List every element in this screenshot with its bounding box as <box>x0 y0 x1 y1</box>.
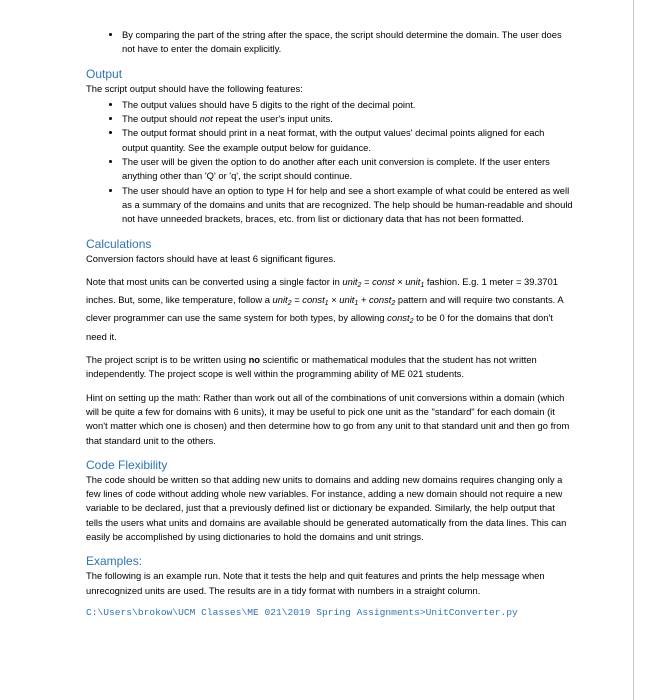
output-bullet-units <box>122 112 573 126</box>
examples-p1: The following is an example run. Note that it tests the help and quit features and prints the help message when unrecognized units are used. The results are in a tidy format with numbers in a straight column. <box>86 570 545 596</box>
calculations-p2 <box>86 275 573 344</box>
calculations-heading: Calculations <box>86 236 152 251</box>
subscript: 1 <box>324 300 329 308</box>
bullet-text: The output should <box>122 113 200 125</box>
subscript: 2 <box>357 281 362 289</box>
subscript: 1 <box>354 300 359 308</box>
output-bullet-continue: • The user will be given the option to do another after each unit conversion is complete. If the user enters anything other than 'Q' or 'q', the script should continue. <box>122 155 573 184</box>
text: scientific or mathematical modules that the student has not written independently. The project scope is well within the programming ability of ME 021 students. <box>86 354 537 380</box>
text: The project script is to be written using <box>86 354 249 366</box>
subscript: 2 <box>391 300 396 308</box>
formula-1 <box>342 276 424 287</box>
flexibility-p1: The code should be written so that adding new units to domains and adding new domains requires changing only a few lines of code without adding whole new variables. For instance, adding a new domain should not require a new variable to be declared, just that a previously defined list or dictionary be expanded. Similarly, the help output that tells the users what units and domains are available should be generated automatically from the data lines. This can easily be accomplished by using dictionaries to hold the domains and unit strings. <box>86 473 567 543</box>
text: pattern and will require two constants. A clever programmer can use the same system for both types, by allowing <box>86 294 564 324</box>
examples-heading: Examples: <box>86 554 143 569</box>
text: to be 0 for the domains that don't need it. <box>86 312 553 342</box>
formula-text: + const <box>358 294 392 306</box>
emphasis-not: not <box>199 113 213 125</box>
formula-text: unit <box>272 294 288 306</box>
text: fashion. E.g. 1 meter = 39.3701 inches. But, some, like temperature, follow a <box>86 275 558 306</box>
formula-2 <box>272 294 396 308</box>
formula-text: × unit <box>328 294 355 306</box>
formula-text: const <box>387 312 410 324</box>
calculations-p1: Conversion factors should have at least 6 significant figures. <box>86 252 336 264</box>
output-bullet-format: • The output format should print in a neat format, with the output values' decimal points aligned for each output quantity. See the example output below for guidance. <box>122 126 573 155</box>
subscript: 2 <box>409 318 414 326</box>
flexibility-heading: Code Flexibility <box>86 457 168 472</box>
formula-text: = const × unit <box>361 275 421 287</box>
text: Note that most units can be converted using a single factor in <box>86 275 343 287</box>
intro-bullet-domain: • By comparing the part of the string after the space, the script should determine the domain. The user does not have to enter the domain explicitly. <box>122 28 573 57</box>
formula-text: unit <box>342 275 358 287</box>
subscript: 2 <box>287 300 292 308</box>
intro-bullet-list <box>86 28 573 57</box>
output-bullet-digits: • The output values should have 5 digits to the right of the decimal point. <box>122 98 573 112</box>
bold-no: no <box>248 354 261 366</box>
calculations-p4: Hint on setting up the math: Rather than work out all of the combinations of unit conversions within a domain (which will be quite a few for domains with 6 units), it may be useful to pick one unit as the "standard" for each domain (it won't matter which one is chosen) and then determine how to go from any unit to that standard unit and then go from that standard unit to the others. <box>86 391 570 446</box>
output-heading: Output <box>86 66 123 81</box>
calculations-p3 <box>86 353 573 382</box>
output-intro: The script output should have the following features: <box>86 82 303 94</box>
example-command-line: C:\Users\brokow\UCM Classes\ME 021\2019 Spring Assignments>UnitConverter.py <box>86 606 518 618</box>
formula-3 <box>387 312 414 326</box>
bullet-text: repeat the user's input units. <box>212 113 333 125</box>
formula-text: = const <box>291 294 325 306</box>
output-bullet-list <box>86 98 573 227</box>
output-bullet-help: • The user should have an option to type H for help and see a short example of what could be entered as well as a summary of the domains and units that are recognized. The help should be human-readable and should not have unneeded brackets, braces, etc. from list or dictionary data that has not been formatted. <box>122 184 573 227</box>
subscript: 1 <box>420 281 425 289</box>
